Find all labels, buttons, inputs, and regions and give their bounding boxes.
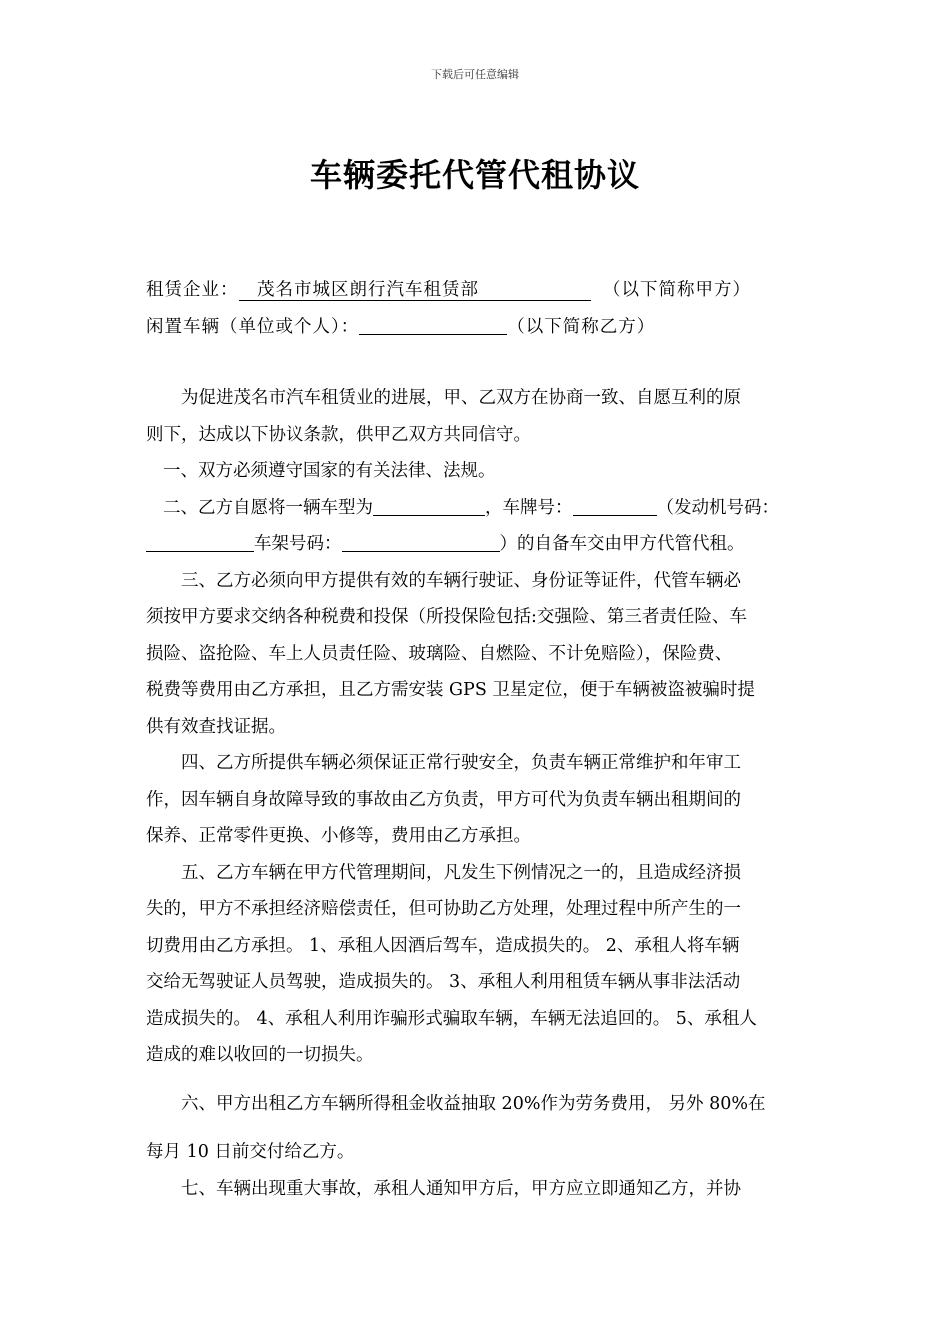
intro-line: 为促进茂名市汽车租赁业的进展，甲、乙双方在协商一致、自愿互利的原: [181, 388, 741, 408]
clause-2-text: ）的自备车交由甲方代管代租。: [499, 534, 745, 554]
clause-5-line: 五、乙方车辆在甲方代管理期间，凡发生下例情况之一的，且造成经济损: [181, 862, 741, 883]
clause-2-text: 二、乙方自愿将一辆车型为: [163, 497, 373, 518]
clause-5-line: 切费用由乙方承担。 1、承租人因酒后驾车，造成损失的。 2、承租人将车辆: [146, 935, 740, 956]
vehicle-model-blank: [373, 493, 485, 516]
clause-4-line: 作，因车辆自身故障导致的事故由乙方负责，甲方可代为负责车辆出租期间的: [146, 789, 741, 810]
clause-2-text: 车架号码：: [254, 534, 342, 554]
clause-5-line: 失的，甲方不承担经济赔偿责任，但可协助乙方处理，处理过程中所产生的一: [146, 899, 741, 919]
clause-2-text: ，车牌号：: [485, 497, 573, 518]
clause-5-line: 造成损失的。 4、承租人利用诈骗形式骗取车辆，车辆无法追回的。 5、承租人: [146, 1008, 757, 1029]
clause-3-line: 损险、盗抢险、车上人员责任险、玻璃险、自燃险、不计免赔险），保险费、: [146, 643, 733, 664]
clause-4-line: 四、乙方所提供车辆必须保证正常行驶安全，负责车辆正常维护和年审工: [181, 753, 741, 773]
lessor-suffix: （以下简称甲方）: [603, 280, 751, 300]
lessor-label: 租赁企业：: [146, 280, 239, 300]
clause-5-line: 交给无驾驶证人员驾驶，造成损失的。 3、承租人利用租赁车辆从事非法活动: [146, 972, 741, 992]
plate-number-blank: [573, 493, 657, 516]
engine-number-blank: [146, 529, 254, 552]
owner-suffix: （以下简称乙方）: [507, 316, 656, 337]
owner-name-blank: [359, 312, 507, 335]
lessor-line: [146, 272, 810, 309]
clause-2-line: [146, 526, 810, 563]
lessor-name-field: [239, 280, 592, 301]
clause-5-line: 造成的难以收回的一切损失。: [146, 1045, 374, 1065]
clause-6-line: 六、甲方出租乙方车辆所得租金收益抽取 20%作为劳务费用， 另外 80%在: [181, 1093, 766, 1114]
owner-line: [146, 309, 810, 346]
clause-3-line: 三、乙方必须向甲方提供有效的车辆行驶证、身份证等证件，代管车辆必: [181, 570, 741, 591]
lessor-name: 茂名市城区朗行汽车租赁部: [257, 280, 479, 300]
intro-line: 则下，达成以下协议条款，供甲乙双方共同信守。: [146, 424, 531, 445]
owner-label: 闲置车辆（单位或个人）：: [146, 316, 360, 337]
clause-2-line: [146, 490, 810, 527]
clause-3-line: 供有效查找证据。: [146, 716, 286, 737]
frame-number-blank: [342, 529, 500, 552]
clause-2-text: （发动机号码：: [656, 497, 779, 518]
clause-4-line: 保养、正常零件更换、小修等，费用由乙方承担。: [146, 826, 531, 846]
clause-3-line: 税费等费用由乙方承担，且乙方需安装 GPS 卫星定位，便于车辆被盗被骗时提: [146, 680, 755, 700]
clause-3-line: 须按甲方要求交纳各种税费和投保（所投保险包括:交强险、第三者责任险、车: [146, 607, 747, 627]
agreement-body: [146, 380, 810, 1207]
clause-1: 一、双方必须遵守国家的有关法律、法规。: [163, 461, 496, 481]
parties-block: [146, 272, 810, 345]
document-title: 车辆委托代管代租协议: [309, 156, 640, 194]
clause-7-line: 七、车辆出现重大事故，承租人通知甲方后，甲方应立即通知乙方，并协: [181, 1178, 741, 1199]
clause-6-line: 每月 10 日前交付给乙方。: [146, 1142, 355, 1162]
header-note: 下载后可任意编辑: [431, 68, 519, 81]
